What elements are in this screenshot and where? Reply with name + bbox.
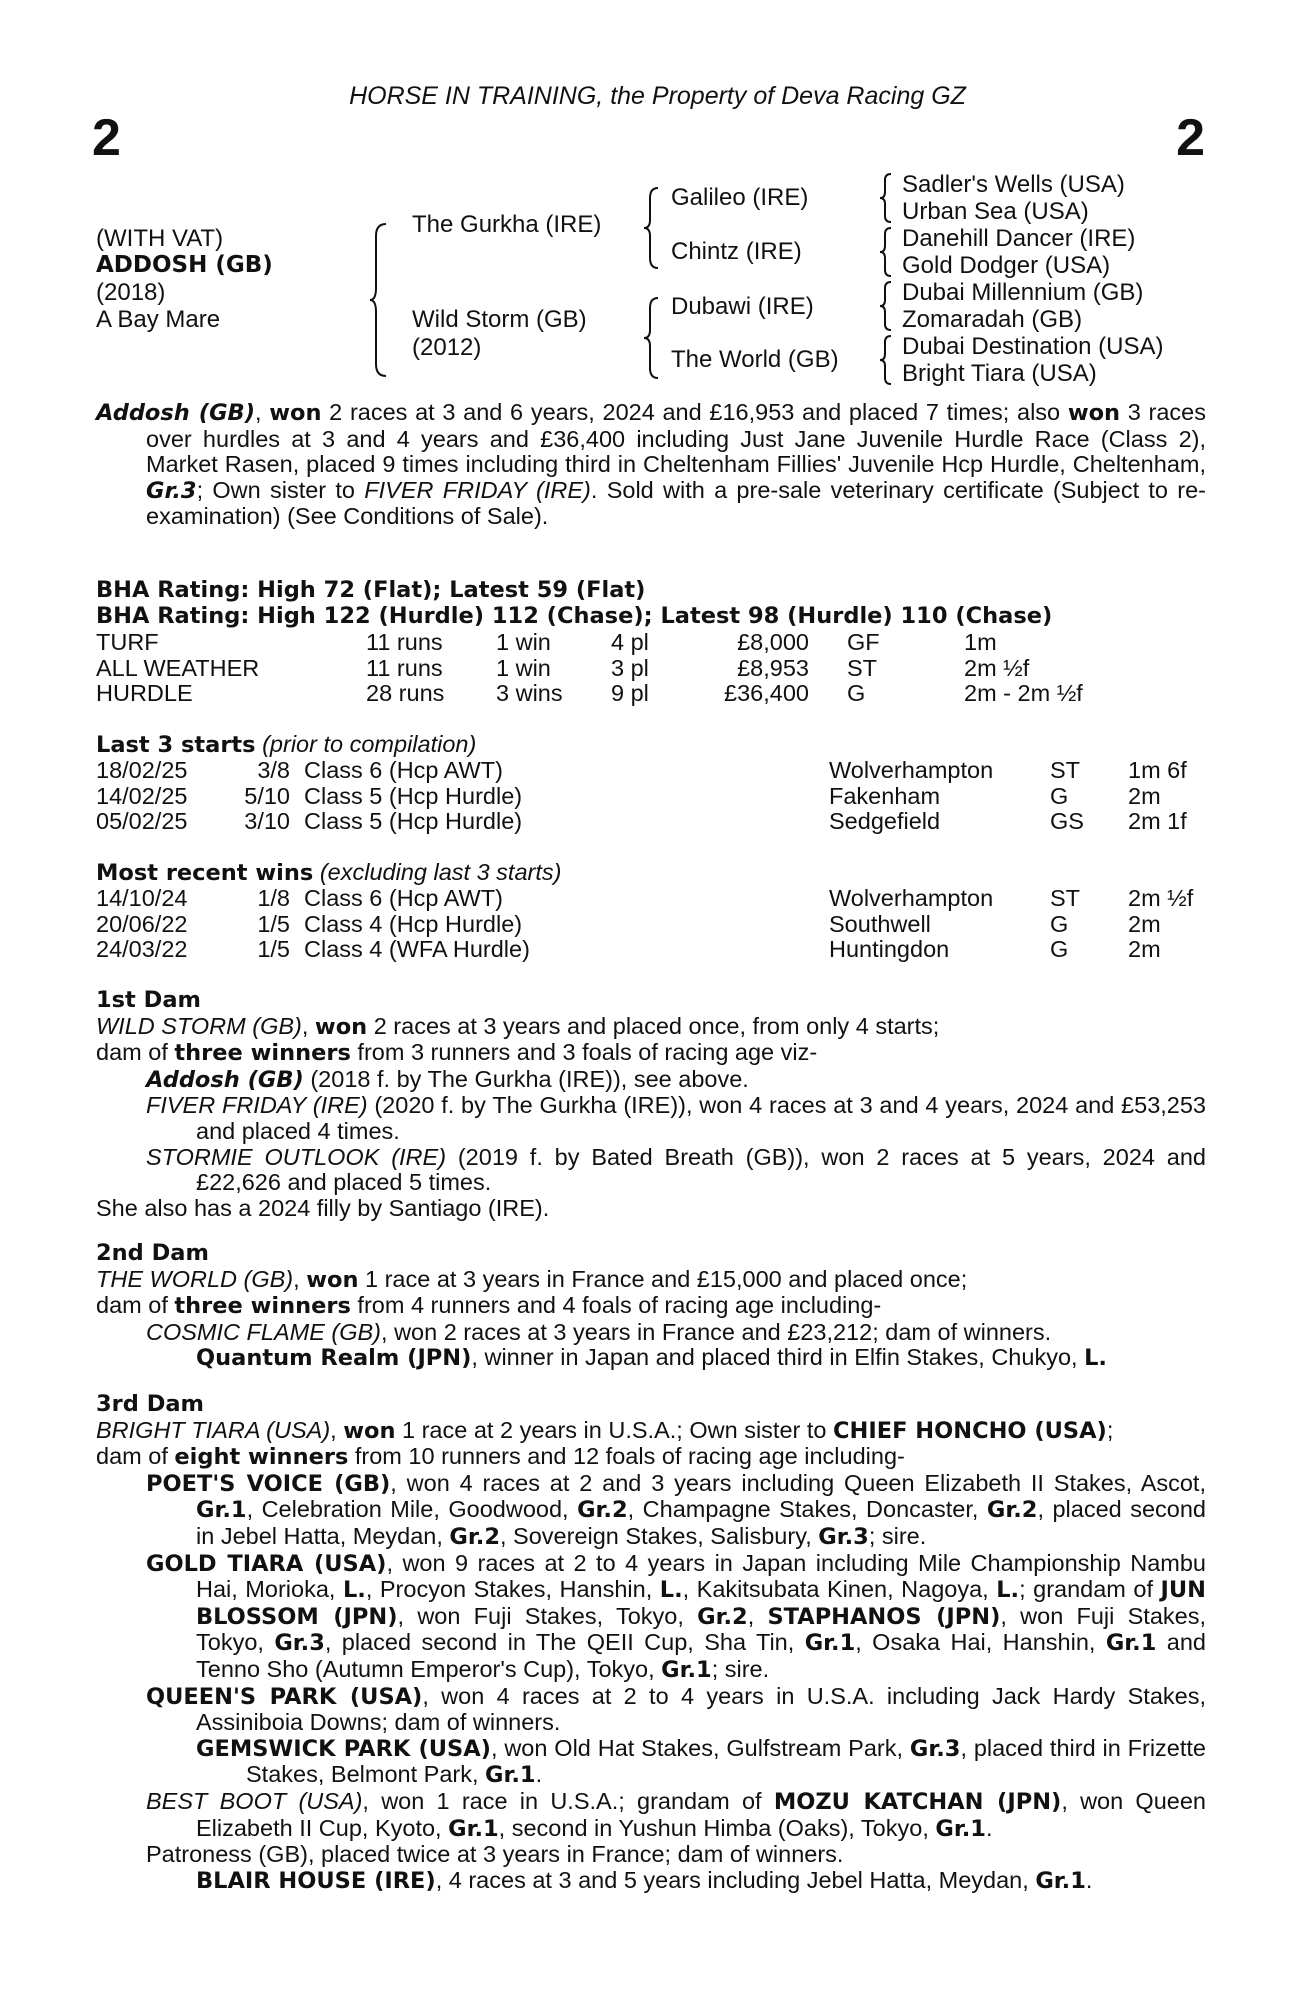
table-cell: G [1050, 910, 1069, 937]
rating-line: BHA Rating: High 72 (Flat); Latest 59 (Flat) [96, 577, 646, 603]
lot-number-right: 2 [1176, 109, 1205, 167]
progeny-entry: POET'S VOICE (GB), won 4 races at 2 and 3 years including Queen Elizabeth II Stakes, Ascot, Gr.1, Celebration Mile, Goodwood, Gr.2, Champagne Stakes, Doncaster, Gr.2, placed second in Jebel Hatta, Meydan, Gr.2, Sovereign Stakes, Salisbury, Gr.3; sire. [146, 1469, 1206, 1550]
progeny-text: , winner in Japan and placed third in Elfin Stakes, Chukyo, [471, 1344, 1085, 1371]
table-cell: Huntingdon [829, 936, 950, 963]
progeny-name: Addosh (GB) [146, 1066, 304, 1093]
dam-text: dam of [96, 1443, 175, 1470]
table-row [96, 937, 1193, 963]
table-cell: 3 pl [611, 654, 649, 681]
table-cell: 11 runs [366, 629, 443, 655]
grade-label: Gr.1 [485, 1762, 536, 1789]
table-cell: ST [847, 654, 878, 681]
grade-label: Gr.1 [661, 1656, 712, 1683]
progeny-name: BLAIR HOUSE (IRE) [196, 1867, 436, 1894]
progeny-text: (2018 f. by The Gurkha (IRE)), see above. [303, 1065, 749, 1092]
progeny-name: COSMIC FLAME (GB) [146, 1318, 382, 1345]
section-title: 1st Dam [96, 987, 201, 1013]
section-title: Most recent wins [96, 860, 314, 886]
table-cell: 2m 1f [1128, 808, 1187, 835]
table-cell: 24/03/22 [96, 936, 188, 963]
table-cell: ALL WEATHER [96, 654, 260, 681]
table-cell: Southwell [829, 910, 931, 937]
ratings-table [96, 630, 1083, 707]
dam-text: dam of [96, 1292, 175, 1319]
progeny-name: GOLD TIARA (USA) [146, 1550, 387, 1577]
last-starts-heading [96, 732, 1206, 759]
section-note: (excluding last 3 starts) [319, 859, 562, 885]
dam-name: WILD STORM (GB) [96, 1012, 302, 1039]
gen3-ancestor: Zomaradah (GB) [902, 306, 1083, 333]
sire: The Gurkha (IRE) [412, 211, 602, 238]
table-cell: G [1050, 936, 1069, 963]
relative-name: JUN BLOSSOM (JPN) [196, 1577, 1206, 1630]
table-cell: 9 pl [611, 680, 649, 707]
dam-year: (2012) [412, 334, 482, 361]
dam-sire: Dubawi (IRE) [671, 293, 814, 320]
progeny-name: Quantum Realm (JPN) [196, 1345, 472, 1372]
table-cell: TURF [96, 629, 159, 655]
first-dam-section: 1st Dam WILD STORM (GB), won 2 races at 3 years and placed once, from only 4 starts; dam of three winners from 3 runners and 3 foals of racing age viz- Addosh (GB) (2018 f. by The Gurkha (IRE)), see above. FIVER FRIDAY (IRE) (2020 f. by The Gurkha (IRE)), won 4 races at 3 and 4 years, 2024 and £53,253 and placed 4 times. STORMIE OUTLOOK (IRE) (2019 f. by Bated Breath (GB)), won 2 races at 5 years, 2024 and £22,626 and placed 5 times. She also has a 2024 filly by Santiago (IRE). [96, 987, 1206, 1221]
table-cell: 3/10 [244, 808, 290, 835]
summary-paragraph: Addosh (GB), won 2 races at 3 and 6 years, 2024 and £16,953 and placed 7 times; also won 3 races over hurdles at 3 and 4 years and £36,400 including Just Jane Juvenile Hurdle Race (Class 2), Market Rasen, placed 9 times including third in Cheltenham Fillies' Juvenile Hcp Hurdle, Cheltenham, Gr.3; Own sister to FIVER FRIDAY (IRE). Sold with a pre-sale veterinary certificate (Subject to re-examination) (See Conditions of Sale). [96, 399, 1207, 530]
pedigree-brace-g3-1 [878, 172, 894, 224]
table-cell: 11 runs [366, 654, 443, 681]
sister-name: FIVER FRIDAY (IRE) [364, 476, 591, 503]
pedigree-brace-g3-3 [878, 280, 894, 332]
progeny-name: BEST BOOT (USA) [146, 1787, 363, 1814]
grade-label: Gr.1 [804, 1630, 856, 1657]
table-cell: 05/02/25 [96, 808, 188, 835]
dam-text: 2 races at 3 years and placed once, from only 4 starts; [367, 1012, 940, 1039]
pedigree-brace-main [368, 222, 390, 378]
section-title: Last 3 starts [96, 732, 256, 758]
table-cell: 1 win [496, 629, 551, 655]
lot-number-left: 2 [92, 109, 121, 167]
grade-label: L. [659, 1577, 683, 1604]
sire-dam: Chintz (IRE) [671, 238, 802, 265]
dam-text: 1 race at 3 years in France and £15,000 and placed once; [358, 1265, 968, 1292]
table-cell: 2m ½f [1128, 885, 1194, 911]
relative-name: CHIEF HONCHO (USA) [833, 1417, 1107, 1444]
progeny-entry [96, 1145, 1206, 1196]
table-cell: 1/8 [257, 885, 290, 911]
gen3-ancestor: Urban Sea (USA) [902, 198, 1089, 225]
section-title: 2nd Dam [96, 1240, 209, 1266]
second-dam-section: 2nd Dam THE WORLD (GB), won 1 race at 3 years in France and £15,000 and placed once; dam of three winners from 4 runners and 4 foals of racing age including- COSMIC FLAME (GB), won 2 races at 3 years in France and £23,212; dam of winners. Quantum Realm (JPN), winner in Japan and placed third in Elfin Stakes, Chukyo, L. [96, 1241, 1206, 1372]
table-cell: G [1050, 782, 1069, 809]
recent-wins-heading [96, 860, 1206, 887]
table-cell: 2m [1128, 936, 1161, 963]
third-dam-section: 3rd Dam BRIGHT TIARA (USA), won 1 race at 2 years in U.S.A.; Own sister to CHIEF HONCHO (USA); dam of eight winners from 10 runners and 12 foals of racing age including- POET'S VOICE (GB), won 4 races at 2 and 3 years including Queen Elizabeth II Stakes, Ascot, Gr.1, Celebration Mile, Goodwood, Gr.2, Champagne Stakes, Doncaster, Gr.2, placed second in Jebel Hatta, Meydan, Gr.2, Sovereign Stakes, Salisbury, Gr.3; sire. GOLD TIARA (USA), won 9 races at 2 to 4 years in Japan including Mile Championship Nambu Hai, Morioka, L., Procyon Stakes, Hanshin, L., Kakitsubata Kinen, Nagoya, L.; grandam of JUN BLOSSOM (JPN), won Fuji Stakes, Tokyo, Gr.2, STAPHANOS (JPN), won Fuji Stakes, Tokyo, Gr.3, placed second in The QEII Cup, Sha Tin, Gr.1, Osaka Hai, Hanshin, Gr.1 and Tenno Sho (Autumn Emperor's Cup), Tokyo, Gr.1; sire. QUEEN'S PARK (USA), won 4 races at 2 to 4 years in U.S.A. including Jack Hardy Stakes, Assiniboia Downs; dam of winners. GEMSWICK PARK (USA), won Old Hat Stakes, Gulfstream Park, Gr.3, placed third in Frizette Stakes, Belmont Park, Gr.1. BEST BOOT (USA), won 1 race in U.S.A.; grandam of MOZU KATCHAN (JPN), won Queen Elizabeth II Cup, Kyoto, Gr.1, second in Yushun Himba (Oaks), Tokyo, Gr.1. Patroness (GB), placed twice at 3 years in France; dam of winners. BLAIR HOUSE (IRE), 4 races at 3 and 5 years including Jebel Hatta, Meydan, Gr.1. [96, 1391, 1206, 1894]
grade-label: Gr.3 [909, 1735, 961, 1762]
page-title: HORSE IN TRAINING, the Property of Deva Racing GZ [349, 82, 966, 110]
table-cell: Class 6 (Hcp AWT) [304, 885, 503, 911]
grade-label: Gr.3 [146, 477, 197, 504]
pedigree-brace-dam [642, 296, 662, 380]
recent-wins-table [96, 886, 1193, 963]
table-cell: Wolverhampton [829, 757, 994, 783]
pedigree-brace-g3-2 [878, 226, 894, 278]
table-cell: 3 wins [496, 680, 563, 707]
progeny-entry: GEMSWICK PARK (USA), won Old Hat Stakes, Gulfstream Park, Gr.3, placed third in Frizette Stakes, Belmont Park, Gr.1. [196, 1734, 1206, 1789]
won-label: won [343, 1417, 396, 1444]
progeny-name: QUEEN'S PARK (USA) [146, 1683, 423, 1710]
table-cell: 2m - 2m ½f [964, 680, 1083, 707]
table-cell: 1/5 [257, 936, 290, 963]
progeny-entry: BEST BOOT (USA), won 1 race in U.S.A.; grandam of MOZU KATCHAN (JPN), won Queen Elizabeth II Cup, Kyoto, Gr.1, second in Yushun Himba (Oaks), Tokyo, Gr.1. [146, 1787, 1206, 1842]
won-label: won [314, 1013, 368, 1040]
table-row [96, 912, 1193, 938]
won-label: won [1067, 400, 1121, 426]
horse-description: A Bay Mare [96, 306, 221, 333]
table-row [96, 809, 1187, 835]
grade-label: L. [1084, 1345, 1107, 1372]
table-cell: 2m ½f [964, 654, 1030, 681]
summary-text: 3 races over hurdles at 3 and 4 years and £36,400 including Just Jane Juvenile Hurdle Race (Class 2), Market Rasen, placed 9 times including third in Cheltenham Fillies' Juvenile Hcp Hurdle, Cheltenham, [146, 399, 1207, 478]
table-cell: £36,400 [724, 680, 809, 707]
table-cell: HURDLE [96, 680, 193, 707]
summary-text: . Sold with a pre-sale veterinary certificate (Subject to re-examination) (See Conditions of Sale). [146, 476, 1207, 530]
table-cell: Class 4 (WFA Hurdle) [304, 936, 530, 963]
table-cell: GS [1050, 808, 1084, 835]
progeny-entry [96, 1067, 1206, 1094]
grade-label: Gr.3 [818, 1523, 869, 1550]
sire-sire: Galileo (IRE) [671, 184, 809, 211]
grade-label: Gr.1 [196, 1497, 247, 1524]
grade-label: Gr.3 [274, 1630, 325, 1657]
pedigree-brace-g3-4 [878, 334, 894, 386]
table-cell: 18/02/25 [96, 757, 188, 783]
table-row [96, 630, 1083, 656]
table-cell: 14/10/24 [96, 885, 188, 911]
dam-dam: The World (GB) [671, 346, 839, 373]
table-cell: Class 5 (Hcp Hurdle) [304, 782, 523, 809]
grade-label: Gr.2 [986, 1497, 1038, 1524]
won-label: won [269, 400, 322, 426]
table-row [96, 784, 1187, 810]
grade-label: Gr.2 [577, 1497, 628, 1524]
table-cell: GF [847, 629, 880, 655]
progeny-entry: QUEEN'S PARK (USA), won 4 races at 2 to 4 years in U.S.A. including Jack Hardy Stakes, Assiniboia Downs; dam of winners. [146, 1682, 1206, 1736]
winners-count: three winners [174, 1040, 351, 1067]
horse-year: (2018) [96, 279, 166, 306]
table-cell: 1m 6f [1128, 757, 1187, 783]
progeny-text: (2019 f. by Bated Breath (GB)), won 2 races at 5 years, 2024 and £22,626 and placed 5 times. [196, 1143, 1206, 1196]
dam-name: THE WORLD (GB) [96, 1265, 294, 1292]
vat-label: (WITH VAT) [96, 225, 224, 252]
progeny-name: GEMSWICK PARK (USA) [196, 1735, 491, 1762]
gen3-ancestor: Dubai Destination (USA) [902, 333, 1164, 360]
table-cell: 28 runs [366, 680, 445, 707]
progeny-entry: Patroness (GB), placed twice at 3 years in France; dam of winners. [146, 1841, 844, 1868]
progeny-name: FIVER FRIDAY (IRE) [146, 1092, 368, 1119]
gen3-ancestor: Bright Tiara (USA) [902, 360, 1097, 387]
table-cell: 2m [1128, 910, 1161, 937]
dam-text: 1 race at 2 years in U.S.A.; Own sister to [395, 1416, 833, 1443]
section-title: 3rd Dam [96, 1391, 204, 1417]
table-cell: ST [1050, 885, 1081, 911]
table-row [96, 886, 1193, 912]
last-starts-table [96, 758, 1187, 835]
gen3-ancestor: Danehill Dancer (IRE) [902, 225, 1136, 252]
table-cell: 4 pl [611, 629, 649, 655]
dam-name: BRIGHT TIARA (USA) [96, 1416, 331, 1443]
grade-label: Gr.2 [697, 1603, 748, 1630]
table-cell: 14/02/25 [96, 782, 188, 809]
winners-count: eight winners [174, 1444, 349, 1471]
winners-count: three winners [174, 1293, 351, 1320]
grade-label: Gr.1 [1105, 1630, 1157, 1657]
pedigree-brace-sire [642, 186, 662, 270]
won-label: won [306, 1266, 359, 1293]
grade-label: Gr.1 [1035, 1867, 1086, 1894]
dam: Wild Storm (GB) [412, 306, 587, 333]
horse-name: ADDOSH (GB) [96, 252, 273, 278]
gen3-ancestor: Sadler's Wells (USA) [902, 171, 1125, 198]
grade-label: Gr.1 [935, 1815, 986, 1842]
progeny-entry: BLAIR HOUSE (IRE), 4 races at 3 and 5 years including Jebel Hatta, Meydan, Gr.1. [196, 1866, 1093, 1894]
dam-text: from 4 runners and 4 foals of racing age including- [350, 1292, 882, 1319]
table-cell: Class 6 (Hcp AWT) [304, 757, 503, 783]
rating-line: BHA Rating: High 122 (Hurdle) 112 (Chase); Latest 98 (Hurdle) 110 (Chase) [96, 602, 1053, 629]
table-row [96, 681, 1083, 707]
table-cell: Fakenham [829, 782, 941, 809]
table-cell: 20/06/22 [96, 910, 188, 937]
progeny-entry [96, 1320, 1206, 1346]
grade-label: L. [342, 1577, 366, 1604]
table-cell: 3/8 [257, 757, 290, 783]
table-cell: Sedgefield [829, 808, 941, 835]
progeny-name: STORMIE OUTLOOK (IRE) [146, 1143, 447, 1170]
section-note: (prior to compilation) [262, 731, 477, 757]
progeny-entry [96, 1345, 1206, 1372]
table-cell: £8,953 [737, 654, 809, 681]
table-row [96, 758, 1187, 784]
table-cell: Class 4 (Hcp Hurdle) [304, 910, 523, 937]
progeny-text: , won 2 races at 3 years in France and £23,212; dam of winners. [381, 1318, 1052, 1345]
grade-label: Gr.2 [449, 1523, 500, 1550]
dam-text: dam of [96, 1039, 175, 1066]
table-cell: £8,000 [737, 629, 809, 655]
table-cell: 1/5 [257, 910, 290, 937]
table-cell: G [847, 680, 866, 707]
table-row [96, 656, 1083, 682]
table-cell: Class 5 (Hcp Hurdle) [304, 808, 523, 835]
table-cell: 1m [964, 629, 997, 655]
grade-label: Gr.1 [448, 1815, 499, 1842]
dam-text: ; [1106, 1416, 1114, 1443]
grade-label: L. [996, 1577, 1020, 1604]
dam-text: She also has a 2024 filly by Santiago (IRE). [96, 1194, 550, 1221]
dam-text: from 10 runners and 12 foals of racing age including- [348, 1443, 905, 1470]
table-cell: 1 win [496, 654, 551, 681]
table-cell: Wolverhampton [829, 885, 994, 911]
progeny-name: POET'S VOICE (GB) [146, 1470, 391, 1497]
ratings-section [96, 578, 1206, 629]
dam-text: from 3 runners and 3 foals of racing age viz- [350, 1039, 818, 1066]
table-cell: 5/10 [244, 782, 290, 809]
summary-text: 2 races at 3 and 6 years, 2024 and £16,953 and placed 7 times; also [321, 399, 1068, 425]
progeny-text: (2020 f. by The Gurkha (IRE)), won 4 races at 3 and 4 years, 2024 and £53,253 and placed 4 times. [196, 1092, 1206, 1144]
table-cell: 2m [1128, 782, 1161, 809]
progeny-entry: GOLD TIARA (USA), won 9 races at 2 to 4 years in Japan including Mile Championship Nambu Hai, Morioka, L., Procyon Stakes, Hanshin, L., Kakitsubata Kinen, Nagoya, L.; grandam of JUN BLOSSOM (JPN), won Fuji Stakes, Tokyo, Gr.2, STAPHANOS (JPN), won Fuji Stakes, Tokyo, Gr.3, placed second in The QEII Cup, Sha Tin, Gr.1, Osaka Hai, Hanshin, Gr.1 and Tenno Sho (Autumn Emperor's Cup), Tokyo, Gr.1; sire. [146, 1549, 1206, 1683]
gen3-ancestor: Gold Dodger (USA) [902, 252, 1111, 279]
relative-name: MOZU KATCHAN (JPN) [773, 1788, 1062, 1815]
relative-name: STAPHANOS (JPN) [767, 1603, 1001, 1630]
gen3-ancestor: Dubai Millennium (GB) [902, 279, 1144, 306]
progeny-entry [96, 1093, 1206, 1144]
summary-horse-name: Addosh (GB) [96, 400, 255, 426]
table-cell: ST [1050, 757, 1081, 783]
summary-text: ; Own sister to [196, 476, 365, 503]
